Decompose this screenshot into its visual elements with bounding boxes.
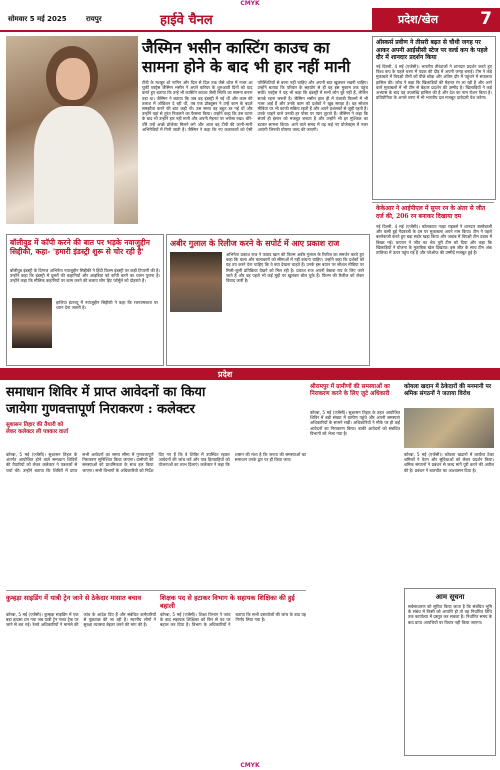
page-number: 7: [480, 9, 492, 29]
samadhan-subhead: सुशासन तिहार की तैयारी को लेकर कलेक्टर ली पत्रकार वार्ता: [6, 422, 69, 435]
issue-date: सोमवार 5 मई 2025: [8, 15, 67, 23]
ground-body: कोरबा, 5 मई (एजेंसी)। सुशासन तिहार के तहत आयोजित शिविर में बड़ी संख्या में ग्रामीण पहुंचे और अपनी समस्याएं अधिकारियों के सामने रखीं। अधिकारियों ने मौके पर ही कई आवेदनों का निराकरण किया। बाकी आवेदनों को संबंधित विभागों को भेजा गया है।: [310, 410, 400, 436]
bollywood-photo: [12, 298, 52, 348]
lead-headline-line2: सामना होने के बाद भी हार नहीं मानी: [142, 57, 351, 76]
photo-face-shape: [56, 58, 90, 100]
abhijit-body: अभिनेता प्रकाश राज ने फवाद खान की फिल्म अबीर गुलाल के रिलीज का समर्थन करते हुए कहा कि कला और कलाकारों को सीमाओं में नहीं बांधना चाहिए। उन्होंने कहा कि दर्शकों को यह तय करने देना चाहिए कि वे क्या देखना चाहते हैं। उनके इस बयान पर सोशल मीडिया पर मिली-जुली प्रतिक्रिया देखने को मिल रही है। प्रकाश राज अपनी बेबाक राय के लिए जाने जाते हैं और वह पहले भी कई मुद्दों पर खुलकर बोल चुके हैं। फिल्म की रिलीज को लेकर विवाद जारी है।: [226, 252, 364, 284]
photo-body-shape: [34, 106, 114, 224]
lower-divider: [6, 590, 306, 591]
pradesh-label: प्रदेश: [218, 370, 233, 379]
kumhar-headline: कुम्हड़ा साइडिंग में यात्री ट्रेन जाने से ठेकेदार मासात बचाव: [6, 594, 142, 602]
lead-body: टीवी के मशहूर शो नागिन और दिल से दिल तक जैसे शोज में नजर आ चुकीं एक्ट्रेस जैस्मिन भसीन ने अपने करियर के शुरुआती दिनों को याद करते हुए बताया कि उन्हें भी कास्टिंग काउच जैसी स्थिति का सामना करना पड़ा था। जैस्मिन ने बताया कि जब वह इंडस्ट्री में नई थीं और काम की तलाश में ऑडिशन दे रही थीं, तब एक प्रोड्यूसर ने उन्हें काम के बदले समझौता करने की बात कही थी। उस समय वह बहुत डर गई थीं और उन्होंने वहां से तुरंत निकलने का फैसला किया। उन्होंने कहा कि उस घटना के बाद भी उन्होंने हार नहीं मानी और अपनी मेहनत पर भरोसा रखा। धीरे-धीरे उन्हें अच्छे प्रोजेक्ट मिलने लगे और आज वह टीवी की जानी-मानी अभिनेत्रियों में गिनी जाती हैं। जैस्मिन ने कहा कि नए कलाकारों को ऐसी परिस्थितियों से डरना नहीं चाहिए और अपनी बात खुलकर रखनी चाहिए। उन्होंने बताया कि परिवार के सहयोग से ही वह इस मुकाम तक पहुंच सकीं। एक्ट्रेस ने यह भी कहा कि इंडस्ट्री में सभी लोग बुरे नहीं हैं, लेकिन सतर्क रहना जरूरी है। जैस्मिन भसीन हाल ही में पंजाबी फिल्मों में भी नजर आई हैं और उनके काम को दर्शकों ने खूब सराहा है। वह सोशल मीडिया पर भी काफी सक्रिय रहती हैं और अपने प्रशंसकों से जुड़ी रहती हैं। उनके चाहने वाले उनकी हर पोस्ट पर प्यार लुटाते हैं। जैस्मिन ने कहा कि संघर्ष ही इंसान को मजबूत बनाता है और उन्होंने भी हर मुश्किल का डटकर सामना किया। आने वाले समय में वह कई नए प्रोजेक्ट्स में नजर आएंगी जिनकी घोषणा जल्द की जाएगी।: [142, 80, 368, 132]
pradesh-banner: [0, 368, 500, 380]
samadhan-headline-line1: समाधान शिविर में प्राप्त आवेदनों का किया: [6, 385, 206, 400]
shikshak-body: कोरबा, 5 मई (एजेंसी)। शिक्षा विभाग ने जांच के बाद सहायक शिक्षिका को फिर से पद पर बहाल कर दिया है। विभाग के अधिकारियों ने बताया कि सभी दस्तावेजों की जांच के बाद यह निर्णय लिया गया है।: [160, 612, 306, 628]
section-banner: [372, 8, 500, 30]
coal-photo: [404, 408, 494, 448]
shikshak-headline: शिक्षक पद से हटाकर विभाग के सहायक शिक्षिका की हुई बहाली: [160, 594, 295, 610]
ground-headline: श्रीरामपुर में ग्रामीणों की समस्याओं का निराकरण करने के लिए जुटे अधिकारी: [310, 384, 390, 398]
coal-body: कोरबा, 5 मई (एजेंसी)। कोयला खदानों में कार्यरत ठेका श्रमिकों ने वेतन और सुविधाओं को लेकर प्रदर्शन किया। श्रमिक संगठनों ने प्रबंधन से जल्द मांगें पूरी करने की अपील की है। प्रबंधन ने बातचीत का आश्वासन दिया है।: [404, 452, 494, 473]
abhijit-photo: [170, 252, 222, 312]
masthead-logo: हाईवे चैनल: [160, 13, 213, 28]
right-top-body: नई दिल्ली, 4 मई (एजेंसी)। भारतीय तीरंदाजों ने शानदार प्रदर्शन करते हुए विश्व कप के पहले चरण में पदक की दौड़ में अपनी जगह बनाई। टीम ने कड़े मुकाबले में विपक्षी टीमों को पीछे छोड़ा और अंतिम दौर में पहुंचने में सफलता हासिल की। कोच ने कहा कि खिलाड़ियों की मेहनत रंग ला रही है और आने वाले मुकाबलों में भी टीम से बेहतर प्रदर्शन की उम्मीद है। खिलाड़ियों ने कड़े अभ्यास के बाद यह उपलब्धि हासिल की है और देश का नाम रोशन किया है। प्रतियोगिता के अगले चरण में भी भारतीय दल मजबूत दावेदारी पेश करेगा।: [376, 64, 492, 101]
kumhar-body: कोरबा, 5 मई (एजेंसी)। कुम्हड़ा साइडिंग में एक बड़ा हादसा टल गया जब यात्री ट्रेन गलत ट्रैक पर जाने से बच गई। रेलवे अधिकारियों ने मामले की जांच के आदेश दिए हैं और संबंधित कर्मचारियों से पूछताछ की जा रही है। स्थानीय लोगों ने सुरक्षा व्यवस्था बेहतर करने की मांग की है।: [6, 612, 156, 628]
right-divider: [372, 202, 494, 203]
notice-title: आम सूचना: [435, 592, 465, 601]
section-label: प्रदेश/खेल: [398, 13, 439, 26]
lead-photo: [6, 36, 138, 224]
lead-headline: [142, 38, 368, 76]
edition-city: रायपुर: [86, 15, 102, 23]
bollywood-caption: हालिया इंटरव्यू में नवाजुद्दीन सिद्दीकी ने कहा कि रचनात्मकता पर ध्यान देना जरूरी है।: [56, 300, 158, 311]
samadhan-headline-line2: जायेगा गुणवत्तापूर्ण निराकरण : कलेक्टर: [6, 402, 195, 417]
coal-headline: कोयला खदान में ठेकेदारों की मनमानी पर श्रमिक संगठनों ने जताया विरोध: [404, 384, 492, 398]
cmyk-mark-bottom: CMYK: [240, 762, 260, 769]
samadhan-body: कोरबा, 5 मई (एजेंसी)। सुशासन तिहार के अंतर्गत आयोजित होने वाले समाधान शिविरों की तैयारियों को लेकर कलेक्टर ने पत्रकारों से चर्चा की। उन्होंने बताया कि शिविरों में प्राप्त सभी आवेदनों का समय सीमा में गुणवत्तापूर्ण निराकरण सुनिश्चित किया जाएगा। ग्रामीणों की समस्याओं को प्राथमिकता के साथ हल किया जाएगा। सभी विभागों के अधिकारियों को निर्देश दिए गए हैं कि वे शिविर में उपस्थित रहकर आवेदनों की जांच करें और पात्र हितग्राहियों को योजनाओं का लाभ दिलाएं। कलेक्टर ने कहा कि शासन की मंशा है कि जनता की समस्याओं का समाधान उनके द्वार पर ही किया जाए।: [6, 452, 306, 473]
samadhan-headline: [6, 384, 306, 418]
abhijit-headline: अबीर गुलाल के रिलीज करने के सपोर्ट में आए प्रकाश राज: [170, 238, 340, 248]
lead-headline-line1: जैस्मिन भसीन कास्टिंग काउच का: [142, 38, 330, 57]
right-mid-headline: केकेआर ने आईपीएल में सुपर रन के अंतर से जीत दर्ज की, 206 रन बनाकर दिखाया दम: [376, 205, 486, 220]
bollywood-body: बॉलीवुड इंडस्ट्री के दिग्गज अभिनेता नवाजुद्दीन सिद्दीकी ने हिंदी फिल्म इंडस्ट्री पर कड़ी टिप्पणी की है। उन्होंने कहा कि इंडस्ट्री में दूसरों की कहानियों और आइडिया को कॉपी करने का चलन पुराना है। उन्होंने कहा कि मौलिक कहानियों पर काम करने की बजाय लोग हिट फॉर्मूले को दोहराते हैं।: [10, 268, 160, 284]
page-header: [0, 8, 500, 32]
bollywood-headline: बॉलीवुड में कॉपी करने की बात पर भड़के नवाजुद्दीन सिद्दीकी, कहा- 'हमारी इंडस्ट्री शुरू से चोर रही है': [10, 238, 150, 256]
cmyk-mark-top: CMYK: [240, 0, 260, 7]
right-top-headline: ऑस्कर्स प्रवीण ने तीसरी बढ़त से चौथी जगह पर आकर अपनी आईसीसी स्टेज पर वर्ल्ड कप के पहले दौर में शानदार प्रदर्शन किया: [376, 39, 488, 61]
notice-body: सर्वसाधारण को सूचित किया जाता है कि संबंधित भूमि के संबंध में किसी को आपत्ति हो तो वह निर्धारित तिथि तक कार्यालय में प्रस्तुत कर सकता है। निर्धारित समय के बाद प्राप्त आपत्तियों पर विचार नहीं किया जाएगा।: [408, 604, 492, 625]
right-mid-body: नई दिल्ली, 4 मई (एजेंसी)। कोलकाता नाइट राइडर्स ने शानदार बल्लेबाजी और कसी हुई गेंदबाजी के दम पर मुकाबला अपने नाम किया। टीम ने पहले बल्लेबाजी करते हुए बड़ा स्कोर खड़ा किया और जवाब में विपक्षी टीम दबाव में बिखर गई। कप्तान ने जीत का श्रेय पूरी टीम को दिया और कहा कि खिलाड़ियों ने योजना के मुताबिक खेल दिखाया। इस जीत के साथ टीम अंक तालिका में ऊपर पहुंच गई है और प्लेऑफ की उम्मीदें मजबूत हुई हैं।: [376, 224, 492, 256]
